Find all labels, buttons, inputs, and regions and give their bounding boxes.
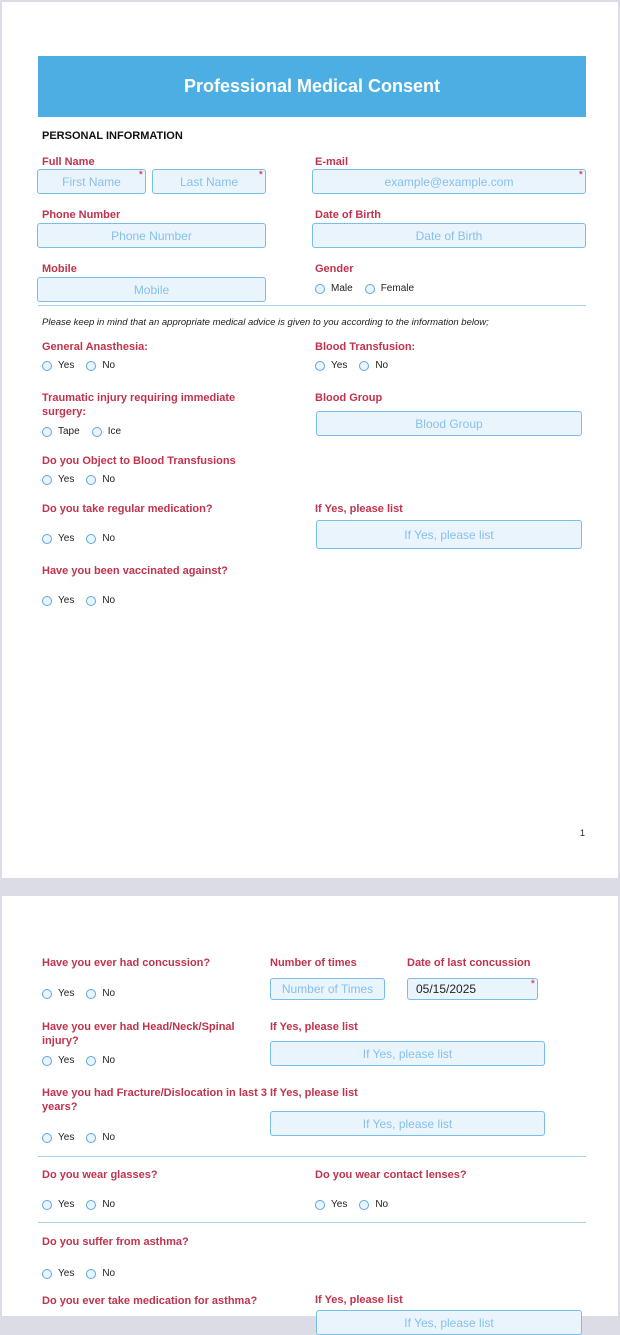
radio-icon <box>42 989 52 999</box>
radio-icon <box>86 1133 96 1143</box>
glasses-no-option[interactable]: No <box>86 1199 115 1210</box>
gender-label: Gender <box>315 263 354 275</box>
regular-med-yes-option[interactable]: Yes <box>42 533 74 544</box>
required-mark: * <box>138 169 143 181</box>
divider <box>38 1156 586 1157</box>
phone-label: Phone Number <box>42 209 121 221</box>
concussion-radio-group <box>42 988 127 999</box>
fracture-yes-option[interactable]: Yes <box>42 1132 74 1143</box>
number-times-label: Number of times <box>270 957 357 969</box>
radio-icon <box>42 475 52 485</box>
radio-icon <box>86 989 96 999</box>
regular-med-label: Do you take regular medication? <box>42 503 213 515</box>
transfusion-yes-option[interactable]: Yes <box>315 360 347 371</box>
fracture-list-input[interactable]: If Yes, please list <box>270 1111 545 1136</box>
object-transfusion-radio-group <box>42 474 127 485</box>
divider <box>38 305 586 306</box>
traumatic-label: Traumatic injury requiring immediate surgery: <box>42 392 236 418</box>
asthma-no-option[interactable]: No <box>86 1268 115 1279</box>
page-number: 1 <box>580 828 586 838</box>
anesthesia-radio-group <box>42 360 127 371</box>
first-name-input[interactable]: First Name * <box>37 169 146 194</box>
radio-icon <box>86 361 96 371</box>
gender-female-option[interactable]: Female <box>365 283 414 294</box>
vaccinated-no-option[interactable]: No <box>86 595 115 606</box>
regular-med-radio-group <box>42 533 127 544</box>
radio-icon <box>315 284 325 294</box>
contacts-yes-option[interactable]: Yes <box>315 1199 347 1210</box>
anesthesia-yes-option[interactable]: Yes <box>42 360 74 371</box>
required-mark: * <box>530 978 535 990</box>
object-transfusion-no-option[interactable]: No <box>86 474 115 485</box>
head-injury-list-input[interactable]: If Yes, please list <box>270 1041 545 1066</box>
radio-icon <box>42 427 52 437</box>
required-mark: * <box>578 169 583 181</box>
head-injury-yes-option[interactable]: Yes <box>42 1055 74 1066</box>
full-name-label: Full Name <box>42 156 95 168</box>
blood-group-input[interactable]: Blood Group <box>316 411 582 436</box>
radio-icon <box>42 361 52 371</box>
radio-icon <box>42 1056 52 1066</box>
radio-icon <box>42 596 52 606</box>
form-page-1 <box>2 2 618 878</box>
glasses-label: Do you wear glasses? <box>42 1169 158 1181</box>
gender-male-option[interactable]: Male <box>315 283 353 294</box>
radio-icon <box>315 361 325 371</box>
anesthesia-no-option[interactable]: No <box>86 360 115 371</box>
head-injury-no-option[interactable]: No <box>86 1055 115 1066</box>
radio-icon <box>42 1269 52 1279</box>
fracture-label: Have you had Fracture/Dislocation in last 3 years? <box>42 1087 267 1113</box>
radio-icon <box>86 1200 96 1210</box>
traumatic-tape-option[interactable]: Tape <box>42 426 80 437</box>
radio-icon <box>86 534 96 544</box>
radio-icon <box>365 284 375 294</box>
fracture-no-option[interactable]: No <box>86 1132 115 1143</box>
head-injury-label: Have you ever had Head/Neck/Spinal injury? <box>42 1021 235 1047</box>
form-page-2 <box>2 896 618 1330</box>
number-times-input[interactable]: Number of Times <box>270 978 385 1000</box>
asthma-med-list-input[interactable]: If Yes, please list <box>316 1310 582 1335</box>
blood-group-label: Blood Group <box>315 392 383 404</box>
fracture-radio-group <box>42 1132 127 1143</box>
object-transfusion-label: Do you Object to Blood Transfusions <box>42 455 236 467</box>
head-injury-list-label: If Yes, please list <box>270 1021 358 1033</box>
mobile-label: Mobile <box>42 263 77 275</box>
email-label: E-mail <box>315 156 349 168</box>
asthma-yes-option[interactable]: Yes <box>42 1268 74 1279</box>
dob-label: Date of Birth <box>315 209 381 221</box>
object-transfusion-yes-option[interactable]: Yes <box>42 474 74 485</box>
email-input[interactable]: example@example.com * <box>312 169 586 194</box>
vaccinated-radio-group <box>42 595 127 606</box>
radio-icon <box>86 596 96 606</box>
asthma-med-label: Do you ever take medication for asthma? <box>42 1295 258 1307</box>
concussion-label: Have you ever had concussion? <box>42 957 211 969</box>
vaccinated-yes-option[interactable]: Yes <box>42 595 74 606</box>
dob-input[interactable]: Date of Birth <box>312 223 586 248</box>
concussion-no-option[interactable]: No <box>86 988 115 999</box>
radio-icon <box>86 1056 96 1066</box>
transfusion-no-option[interactable]: No <box>359 360 388 371</box>
divider <box>38 1222 586 1223</box>
contacts-label: Do you wear contact lenses? <box>315 1169 467 1181</box>
anesthesia-label: General Anasthesia: <box>42 341 148 353</box>
last-name-input[interactable]: Last Name * <box>152 169 266 194</box>
regular-med-no-option[interactable]: No <box>86 533 115 544</box>
contacts-no-option[interactable]: No <box>359 1199 388 1210</box>
radio-icon <box>359 1200 369 1210</box>
radio-icon <box>42 534 52 544</box>
glasses-radio-group <box>42 1199 127 1210</box>
gender-radio-group <box>315 283 426 294</box>
glasses-yes-option[interactable]: Yes <box>42 1199 74 1210</box>
regular-med-list-label: If Yes, please list <box>315 503 403 515</box>
section-title: PERSONAL INFORMATION <box>42 130 183 142</box>
radio-icon <box>42 1200 52 1210</box>
transfusion-radio-group <box>315 360 400 371</box>
radio-icon <box>315 1200 325 1210</box>
info-note: Please keep in mind that an appropriate medical advice is given to you according to the information below; <box>42 317 489 328</box>
radio-icon <box>86 475 96 485</box>
last-concussion-input[interactable]: 05/15/2025 * <box>407 978 538 1000</box>
radio-icon <box>359 361 369 371</box>
form-title: Professional Medical Consent <box>38 56 586 117</box>
contacts-radio-group <box>315 1199 400 1210</box>
head-injury-radio-group <box>42 1055 127 1066</box>
radio-icon <box>42 1133 52 1143</box>
asthma-med-list-label: If Yes, please list <box>315 1294 403 1306</box>
radio-icon <box>92 427 102 437</box>
fracture-list-label: If Yes, please list <box>270 1087 358 1099</box>
radio-icon <box>86 1269 96 1279</box>
asthma-label: Do you suffer from asthma? <box>42 1236 189 1248</box>
asthma-radio-group <box>42 1268 127 1279</box>
mobile-input[interactable]: Mobile <box>37 277 266 302</box>
last-concussion-label: Date of last concussion <box>407 957 531 969</box>
traumatic-radio-group <box>42 426 133 437</box>
transfusion-label: Blood Transfusion: <box>315 341 416 353</box>
regular-med-list-input[interactable]: If Yes, please list <box>316 520 582 549</box>
phone-input[interactable]: Phone Number <box>37 223 266 248</box>
traumatic-ice-option[interactable]: Ice <box>92 426 121 437</box>
required-mark: * <box>258 169 263 181</box>
vaccinated-label: Have you been vaccinated against? <box>42 565 228 577</box>
concussion-yes-option[interactable]: Yes <box>42 988 74 999</box>
